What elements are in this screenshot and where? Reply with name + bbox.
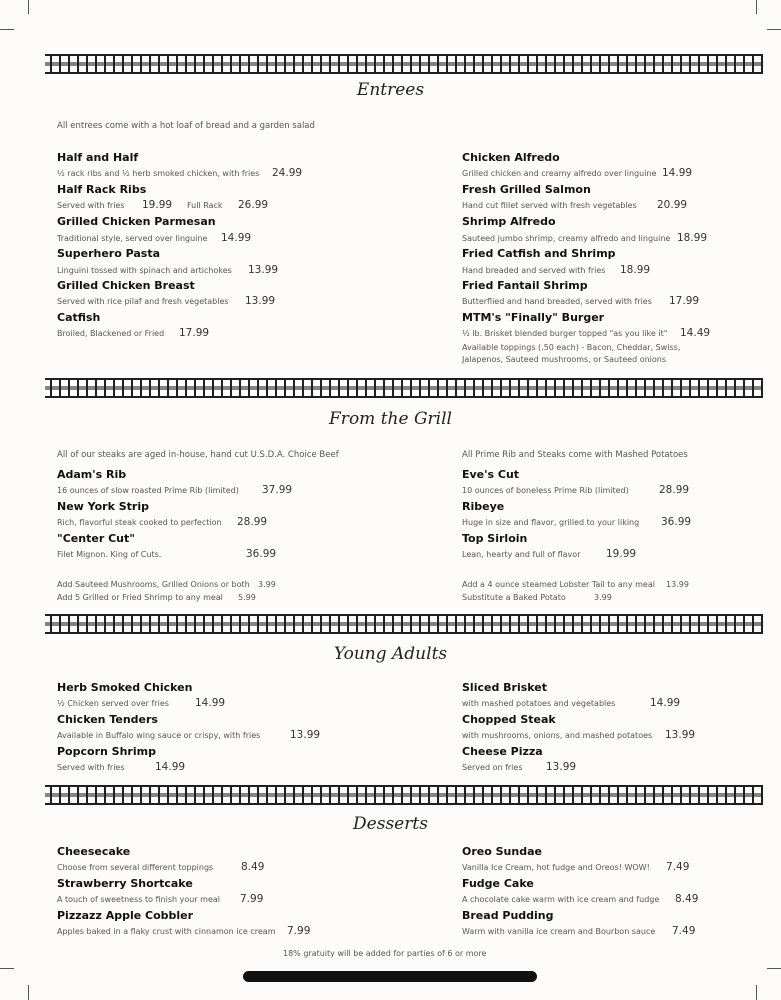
menu-item-desc: Butterflied and hand breaded, served with fries xyxy=(462,297,652,306)
menu-item-name: "Center Cut" xyxy=(57,532,135,545)
menu-item-desc: Choose from several different toppings xyxy=(57,863,214,872)
greek-key-border xyxy=(45,378,763,398)
menu-item-price: 37.99 xyxy=(262,484,293,496)
menu-item-name: Adam's Rib xyxy=(57,468,127,481)
addon-price: 3.99 xyxy=(258,580,276,589)
gratuity-note: 18% gratuity will be added for parties of 6 or more xyxy=(283,949,487,958)
greek-key-border xyxy=(45,614,763,634)
menu-item-desc: Apples baked in a flaky crust with cinnamon ice cream xyxy=(57,927,276,936)
menu-item-name: Cheese Pizza xyxy=(462,745,543,758)
menu-item-price: 20.99 xyxy=(657,199,688,211)
menu-item-desc: Huge in size and flavor, grilled to your liking xyxy=(462,518,640,527)
crop-mark xyxy=(28,0,29,14)
menu-item-desc: with mashed potatoes and vegetables xyxy=(462,699,616,708)
menu-item-price: 13.99 xyxy=(290,729,321,741)
addon-price: 3.99 xyxy=(594,593,612,602)
menu-item-name: Fried Fantail Shrimp xyxy=(462,279,588,292)
menu-item-desc: Rich, flavorful steak cooked to perfection xyxy=(57,518,222,527)
menu-item-name: Bread Pudding xyxy=(462,909,554,922)
menu-item-price: 14.99 xyxy=(221,232,252,244)
section-title-desserts: Desserts xyxy=(353,814,428,834)
section-title-entrees: Entrees xyxy=(356,80,425,100)
menu-item-desc: with mushrooms, onions, and mashed potatoes xyxy=(462,731,653,740)
menu-item-price: 8.49 xyxy=(241,861,265,873)
menu-item-name: Herb Smoked Chicken xyxy=(57,681,193,694)
menu-item-price: 13.99 xyxy=(546,761,577,773)
menu-item-price: 13.99 xyxy=(245,295,276,307)
menu-item-name: Half Rack Ribs xyxy=(57,183,147,196)
menu-item-name: MTM's "Finally" Burger xyxy=(462,311,605,324)
menu-item-price: 24.99 xyxy=(272,167,303,179)
menu-item-desc: Broiled, Blackened or Fried xyxy=(57,329,165,338)
menu-item-desc: 16 ounces of slow roasted Prime Rib (limited) xyxy=(57,486,239,495)
menu-item-price: 7.49 xyxy=(672,925,696,937)
menu-item-name: Popcorn Shrimp xyxy=(57,745,156,758)
menu-item-desc: Filet Mignon. King of Cuts. xyxy=(57,550,162,559)
menu-item-desc-line: Available toppings (.50 each) - Bacon, Cheddar, Swiss, xyxy=(462,343,681,352)
menu-item-price: 18.99 xyxy=(620,264,651,276)
menu-item-price: 19.99 xyxy=(142,199,173,211)
menu-item-price: 13.99 xyxy=(248,264,279,276)
section-title-young-adults: Young Adults xyxy=(333,644,448,664)
menu-item-name: Superhero Pasta xyxy=(57,247,161,260)
section-title-grill: From the Grill xyxy=(329,409,452,429)
addon-text: Add a 4 ounce steamed Lobster Tail to any meal xyxy=(462,580,655,589)
menu-item-name: Oreo Sundae xyxy=(462,845,542,858)
addon-text: Add 5 Grilled or Fried Shrimp to any meal xyxy=(57,593,223,602)
menu-item-desc: ½ rack ribs and ½ herb smoked chicken, with fries xyxy=(57,169,260,178)
menu-item-price: 28.99 xyxy=(659,484,690,496)
menu-item-desc: Sauteed jumbo shrimp, creamy alfredo and linguine xyxy=(462,234,671,243)
menu-item-price: 14.99 xyxy=(662,167,693,179)
menu-item-name: Sliced Brisket xyxy=(462,681,548,694)
crop-mark xyxy=(756,0,757,14)
menu-item-price: 17.99 xyxy=(179,327,210,339)
menu-item-desc: Hand cut fillet served with fresh vegetables xyxy=(462,201,637,210)
menu-item-desc: Served with fries xyxy=(57,763,125,772)
menu-item-name: Catfish xyxy=(57,311,101,324)
menu-item-price: 14.49 xyxy=(680,327,711,339)
menu-item-desc: Hand breaded and served with fries xyxy=(462,266,606,275)
menu-item-name: Fresh Grilled Salmon xyxy=(462,183,591,196)
crop-mark xyxy=(0,29,14,30)
greek-key-border xyxy=(45,785,763,805)
menu-item-price: 13.99 xyxy=(665,729,696,741)
menu-item-desc: A touch of sweetness to finish your meal xyxy=(57,895,221,904)
crop-mark xyxy=(0,968,14,969)
greek-key-border xyxy=(45,54,763,74)
crop-mark xyxy=(767,968,781,969)
menu-item-name: Cheesecake xyxy=(57,845,131,858)
menu-item-price: 14.99 xyxy=(650,697,681,709)
menu-item-name: Ribeye xyxy=(462,500,505,513)
menu-item-name: New York Strip xyxy=(57,500,149,513)
menu-item-extra-price: 26.99 xyxy=(238,199,269,211)
menu-item-price: 7.99 xyxy=(287,925,311,937)
menu-item-name: Chicken Alfredo xyxy=(462,151,560,164)
menu-item-desc: Lean, hearty and full of flavor xyxy=(462,550,581,559)
menu-item-desc: A chocolate cake warm with ice cream and fudge xyxy=(462,895,660,904)
menu-item-desc: Served with fries xyxy=(57,201,125,210)
menu-item-desc: Linguini tossed with spinach and artichokes xyxy=(57,266,232,275)
menu-item-price: 17.99 xyxy=(669,295,700,307)
menu-item-extra-label: Full Rack xyxy=(187,201,223,210)
menu-item-name: Pizzazz Apple Cobbler xyxy=(57,909,194,922)
menu-item-name: Grilled Chicken Breast xyxy=(57,279,195,292)
menu-item-desc: 10 ounces of boneless Prime Rib (limited) xyxy=(462,486,629,495)
menu-item-desc: ½ lb. Brisket blended burger topped "as you like it" xyxy=(462,329,668,338)
menu-item-name: Half and Half xyxy=(57,151,139,164)
addon-price: 5.99 xyxy=(238,593,256,602)
menu-item-price: 7.99 xyxy=(240,893,264,905)
crop-mark xyxy=(756,985,757,1000)
menu-item-price: 14.99 xyxy=(195,697,226,709)
menu-item-price: 28.99 xyxy=(237,516,268,528)
menu-item-desc: Available in Buffalo wing sauce or crispy, with fries xyxy=(57,731,261,740)
menu-item-price: 36.99 xyxy=(246,548,277,560)
menu-item-price: 8.49 xyxy=(675,893,699,905)
addon-text: Add Sauteed Mushrooms, Grilled Onions or both xyxy=(57,580,250,589)
menu-item-desc: Warm with vanilla ice cream and Bourbon sauce xyxy=(462,927,656,936)
menu-item-name: Chopped Steak xyxy=(462,713,556,726)
menu-item-desc: Traditional style, served over linguine xyxy=(57,234,208,243)
menu-item-name: Fudge Cake xyxy=(462,877,534,890)
menu-item-name: Top Sirloin xyxy=(462,532,528,545)
menu-item-desc: Served with rice pilaf and fresh vegetables xyxy=(57,297,229,306)
menu-item-name: Chicken Tenders xyxy=(57,713,158,726)
addon-price: 13.99 xyxy=(666,580,689,589)
menu-item-desc: Served on fries xyxy=(462,763,523,772)
menu-item-name: Fried Catfish and Shrimp xyxy=(462,247,616,260)
home-indicator[interactable] xyxy=(243,971,537,982)
menu-item-name: Eve's Cut xyxy=(462,468,520,481)
menu-item-desc: Vanilla Ice Cream, hot fudge and Oreos! WOW! xyxy=(462,863,650,872)
section-note-left: All of our steaks are aged in-house, hand cut U.S.D.A. Choice Beef xyxy=(57,450,339,460)
menu-item-price: 18.99 xyxy=(677,232,708,244)
menu-item-price: 14.99 xyxy=(155,761,186,773)
menu-item-price: 19.99 xyxy=(606,548,637,560)
addon-text: Substitute a Baked Potato xyxy=(462,593,566,602)
section-note: All entrees come with a hot loaf of bread and a garden salad xyxy=(57,121,315,131)
crop-mark xyxy=(767,29,781,30)
menu-item-desc-line: Jalapenos, Sauteed mushrooms, or Sauteed onions xyxy=(462,355,667,364)
menu-item-price: 7.49 xyxy=(666,861,690,873)
menu-item-name: Grilled Chicken Parmesan xyxy=(57,215,216,228)
menu-item-desc: ½ Chicken served over fries xyxy=(57,699,169,708)
menu-item-name: Strawberry Shortcake xyxy=(57,877,193,890)
menu-item-desc: Grilled chicken and creamy alfredo over linguine xyxy=(462,169,657,178)
crop-mark xyxy=(28,985,29,1000)
menu-item-name: Shrimp Alfredo xyxy=(462,215,556,228)
section-note-right: All Prime Rib and Steaks come with Mashed Potatoes xyxy=(462,450,688,460)
menu-item-price: 36.99 xyxy=(661,516,692,528)
